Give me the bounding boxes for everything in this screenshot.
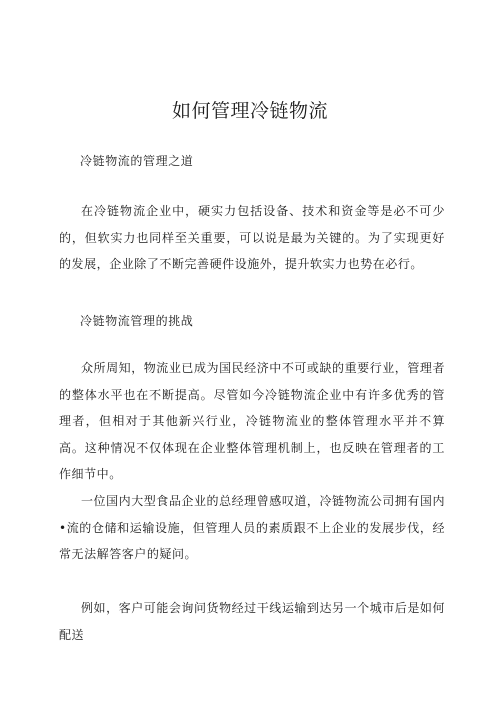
paragraph-customer-example: 例如，客户可能会询问货物经过干线运输到达另一个城市后是如何配送	[59, 601, 445, 642]
document-title: 如何管理冷链物流	[171, 100, 328, 122]
section-heading-management: 冷链物流的管理之道	[80, 154, 194, 168]
paragraph-soft-power: 在冷链物流企业中，硬实力包括设备、技术和资金等是必不可少的，但软实力也同样至关重要，可以说是最为关键的。为了实现更好的发展，企业除了不断完善硬件设施外，提升软实力也势在必行。	[59, 204, 445, 272]
paragraph-manager-quote: 一位国内大型食品企业的总经理曾感叹道，冷链物流公司拥有国内•流的仓储和运输设施，但管理人员的素质跟不上企业的发展步伐，经常无法解答客户的疑问。	[59, 494, 445, 562]
section-heading-challenges: 冷链物流管理的挑战	[80, 314, 194, 328]
paragraph-industry-overview: 众所周知，物流业已成为国民经济中不可或缺的重要行业，管理者的整体水平也在不断提高。尽管如今冷链物流企业中有许多优秀的管理者，但相对于其他新兴行业，冷链物流业的整体管理水平并不算高。这种情况不仅体现在企业整体管理机制上，也反映在管理者的工作细节中。	[59, 361, 445, 482]
